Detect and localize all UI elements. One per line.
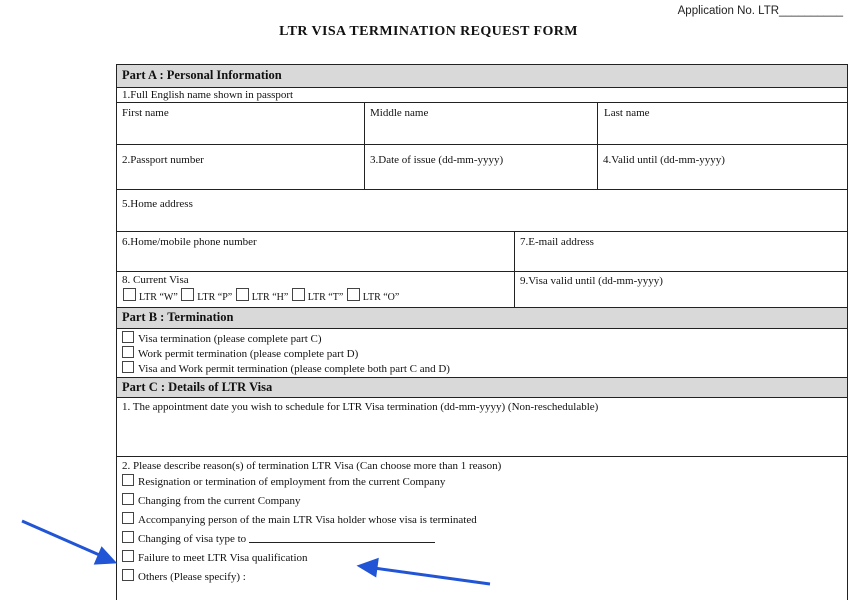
reason-others[interactable]: Others (Please specify) : — [117, 568, 847, 587]
visa-option-p[interactable]: LTR “P” — [180, 292, 232, 303]
visa-valid-until-field[interactable]: 9.Visa valid until (dd-mm-yyyy) — [514, 272, 847, 307]
arrow-right-head — [360, 560, 377, 575]
option-visa-and-work-permit-termination[interactable]: Visa and Work permit termination (please complete both part C and D) — [117, 361, 847, 376]
application-number: Application No. LTR__________ — [677, 5, 843, 17]
reason-accompanying-person[interactable]: Accompanying person of the main LTR Visa holder whose visa is terminated — [117, 511, 847, 530]
appointment-date-field[interactable]: 1. The appointment date you wish to schedule for LTR Visa termination (dd-mm-yyyy) (Non-reschedulable) — [122, 401, 599, 413]
part-c-heading: Part C : Details of LTR Visa — [117, 378, 847, 398]
visa-option-h[interactable]: LTR “H” — [235, 292, 289, 303]
arrow-left-head — [96, 549, 114, 563]
part-a-heading: Part A : Personal Information — [117, 65, 847, 88]
reasons-label: 2. Please describe reason(s) of termination LTR Visa (Can choose more than 1 reason) — [122, 460, 502, 472]
valid-until-field[interactable]: 4.Valid until (dd-mm-yyyy) — [597, 145, 847, 189]
part-b-heading: Part B : Termination — [117, 308, 847, 329]
arrow-left-shaft — [22, 521, 104, 557]
phone-field[interactable]: 6.Home/mobile phone number — [122, 236, 257, 248]
date-of-issue-field[interactable]: 3.Date of issue (dd-mm-yyyy) — [364, 145, 597, 189]
first-name-field[interactable]: First name — [122, 107, 169, 119]
visa-option-o[interactable]: LTR “O” — [346, 292, 400, 303]
option-work-permit-termination[interactable]: Work permit termination (please complete part D) — [117, 346, 847, 361]
arrow-right-shaft — [374, 568, 490, 584]
current-visa-label: 8. Current Visa — [122, 274, 189, 286]
reason-changing-visa-type[interactable]: Changing of visa type to — [117, 530, 847, 549]
full-name-label: 1.Full English name shown in passport — [122, 89, 294, 101]
visa-option-t[interactable]: LTR “T” — [291, 292, 343, 303]
reason-failure-qualification[interactable]: Failure to meet LTR Visa qualification — [117, 549, 847, 568]
home-address-field[interactable]: 5.Home address — [122, 198, 193, 210]
reason-changing-company[interactable]: Changing from the current Company — [117, 492, 847, 511]
option-visa-termination[interactable]: Visa termination (please complete part C) — [117, 331, 847, 346]
form-title: LTR VISA TERMINATION REQUEST FORM — [279, 24, 578, 39]
email-field[interactable]: 7.E-mail address — [514, 232, 847, 271]
passport-number-field[interactable]: 2.Passport number — [122, 154, 204, 166]
reason-resignation[interactable]: Resignation or termination of employment from the current Company — [117, 473, 847, 492]
last-name-field[interactable]: Last name — [597, 103, 847, 144]
middle-name-field[interactable]: Middle name — [364, 103, 597, 144]
visa-option-w[interactable]: LTR “W” — [122, 292, 178, 303]
